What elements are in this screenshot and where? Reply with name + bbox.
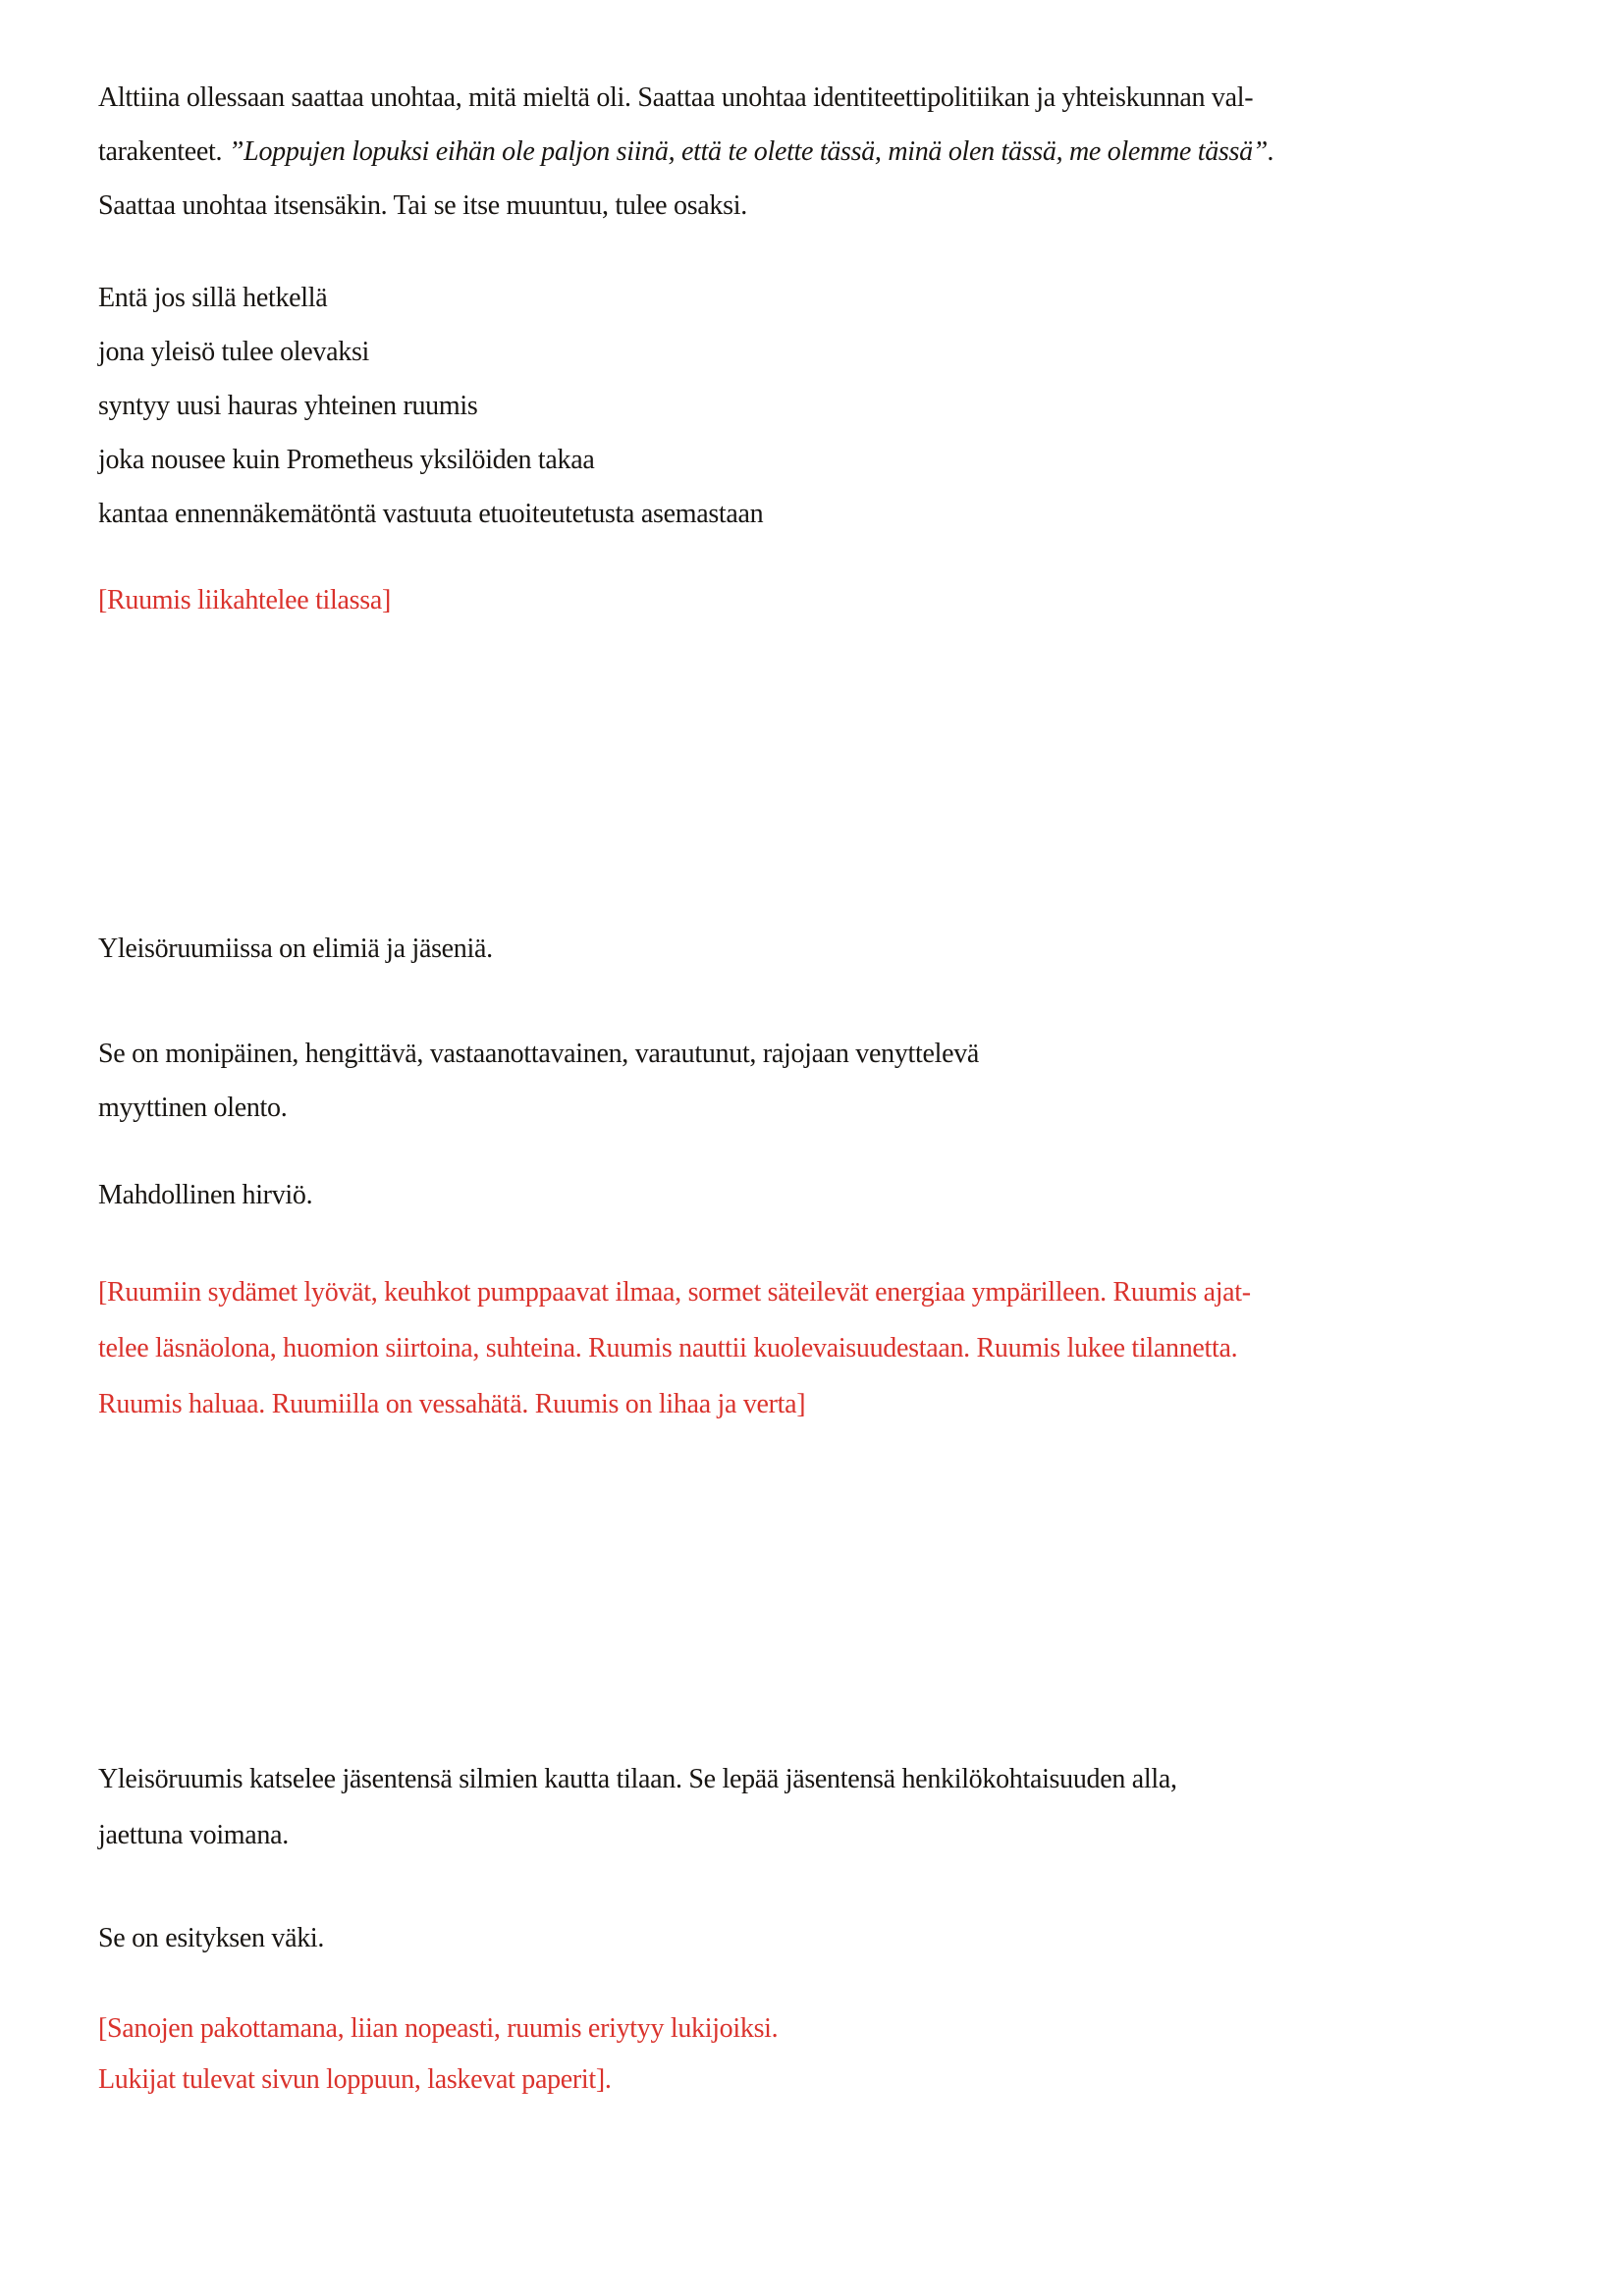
poem-line-3: syntyy uusi hauras yhteinen ruumis	[98, 391, 478, 421]
paragraph-organs	[98, 922, 1555, 976]
paragraph-mythic-being	[98, 1027, 1555, 1135]
intro-line-3: Saattaa unohtaa itsensäkin. Tai se itse muuntuu, tulee osaksi.	[98, 190, 747, 221]
poem-line-1: Entä jos sillä hetkellä	[98, 283, 328, 313]
intro-quote: ”Loppujen lopuksi eihän ole paljon siinä, että te olette tässä, minä olen tässä, me olemme tässä”.	[228, 136, 1274, 167]
intro-line-2	[98, 125, 1555, 179]
stage-direction-1-text: [Ruumis liikahtelee tilassa]	[98, 585, 391, 615]
poem-line-5: kantaa ennennäkemätöntä vastuuta etuoiteutetusta asemastaan	[98, 499, 764, 529]
stage-direction-2	[98, 1264, 1555, 1432]
gaze-line-1: Yleisöruumis katselee jäsentensä silmien kautta tilaan. Se lepää jäsentensä henkilökohtaisuuden alla,	[98, 1764, 1177, 1794]
intro-line-1: Alttiina ollessaan saattaa unohtaa, mitä mieltä oli. Saattaa unohtaa identiteettipolitiikan ja yhteiskunnan val-	[98, 82, 1254, 113]
monster-text: Mahdollinen hirviö.	[98, 1180, 313, 1210]
paragraph-intro	[98, 71, 1555, 233]
stage-direction-3-line-1: [Sanojen pakottamana, liian nopeasti, ruumis eriytyy lukijoiksi.	[98, 2013, 779, 2044]
paragraph-performance-people	[98, 1911, 1555, 1965]
poem-line-4: joka nousee kuin Prometheus yksilöiden takaa	[98, 445, 595, 475]
poem-stanza	[98, 271, 1555, 541]
mythic-line-2: myyttinen olento.	[98, 1093, 288, 1123]
paragraph-monster	[98, 1168, 1555, 1222]
intro-line-2-prefix: tarakenteet.	[98, 136, 229, 167]
stage-direction-3	[98, 2003, 1555, 2106]
stage-direction-1	[98, 573, 1555, 627]
poem-line-2: jona yleisö tulee olevaksi	[98, 337, 370, 367]
stage-direction-3-line-2: Lukijat tulevat sivun loppuun, laskevat paperit].	[98, 2064, 612, 2095]
organs-text: Yleisöruumiissa on elimiä ja jäseniä.	[98, 934, 493, 964]
paragraph-gaze	[98, 1751, 1555, 1863]
mythic-line-1: Se on monipäinen, hengittävä, vastaanottavainen, varautunut, rajojaan venyttelevä	[98, 1039, 980, 1069]
stage-direction-2-line-2: telee läsnäolona, huomion siirtoina, suhteina. Ruumis nauttii kuolevaisuudestaan. Ruumis lukee tilannetta.	[98, 1333, 1238, 1363]
people-text: Se on esityksen väki.	[98, 1923, 325, 1953]
stage-direction-2-line-1: [Ruumiin sydämet lyövät, keuhkot pumppaavat ilmaa, sormet säteilevät energiaa ympärilleen. Ruumis ajat-	[98, 1277, 1251, 1308]
gaze-line-2: jaettuna voimana.	[98, 1820, 289, 1850]
stage-direction-2-line-3: Ruumis haluaa. Ruumiilla on vessahätä. Ruumis on lihaa ja verta]	[98, 1389, 806, 1419]
